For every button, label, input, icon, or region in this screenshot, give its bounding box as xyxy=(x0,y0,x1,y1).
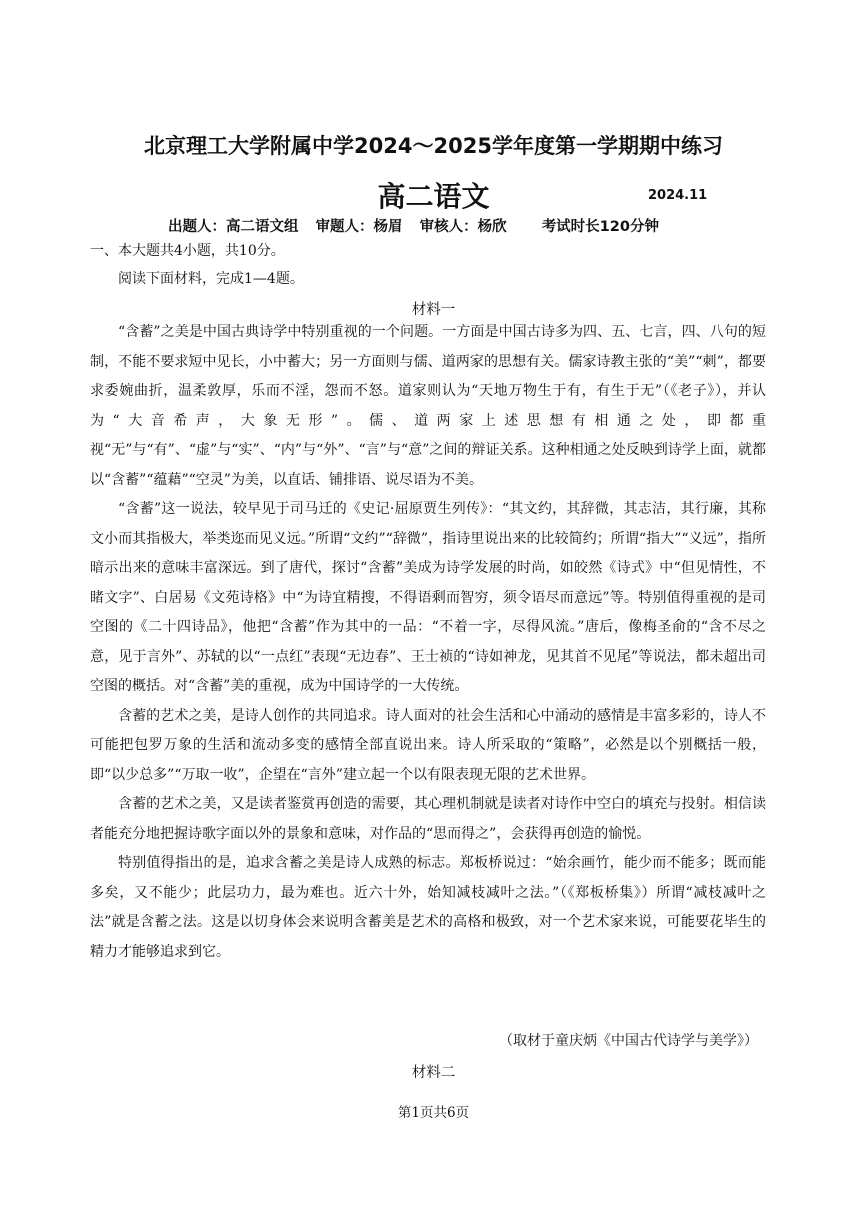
setter: 出题人：高二语文组 xyxy=(168,219,299,235)
exam-duration: 考试时长120分钟 xyxy=(541,219,659,235)
material-one-body xyxy=(90,318,766,967)
paragraph: “含蓄”这一说法，较早见于司马迁的《史记·屈原贾生列传》：“其文约，其辞微，其志洁，其行廉，其称文小而其指极大，举类迩而见义远。”所谓“文约”“辞微”，指诗里说出来的比较简约；所谓“指大”“义远”，指所暗示出来的意味丰富深远。到了唐代，探讨“含蓄”美成为诗学发展的时尚，如皎然《诗式》中“但见情性，不睹文字”、白居易《文苑诗格》中“为诗宜精搜，不得语剩而智穷，须令语尽而意远”等。特别值得重视的是司空图的《二十四诗品》，他把“含蓄”作为其中的一品：“不着一字，尽得风流。”唐后，像梅圣俞的“含不尽之意，见于言外”、苏轼的以“一点红”表现“无边春”、王士祯的“诗如神龙，见其首不见尾”等说法，都未超出司空图的概括。对“含蓄”美的重视，成为中国诗学的一大传统。 xyxy=(90,501,766,694)
material-one-heading: 材料一 xyxy=(411,302,456,318)
exam-title: 北京理工大学附属中学2024～2025学年度第一学期期中练习 xyxy=(144,134,723,158)
reviewer: 审题人：杨眉 xyxy=(315,219,403,235)
staff-line xyxy=(168,215,659,236)
paragraph: 含蓄的艺术之美，是诗人创作的共同追求。诗人面对的社会生活和心中涌动的感情是丰富多彩的，诗人不可能把包罗万象的生活和流动多变的感情全部直说出来。诗人所采取的“策略”，必然是以个别概括一般，即“以少总多”“万取一收”，企望在“言外”建立起一个以有限表现无限的艺术世界。 xyxy=(90,707,766,783)
paragraph: 含蓄的艺术之美，又是读者鉴赏再创造的需要，其心理机制就是读者对诗作中空白的填充与投射。相信读者能充分地把握诗歌字面以外的景象和意味，对作品的“思而得之”，会获得再创造的愉悦。 xyxy=(90,796,766,842)
subject-title: 高二语文 xyxy=(377,180,490,213)
paragraph: 特别值得指出的是，追求含蓄之美是诗人成熟的标志。郑板桥说过：“始余画竹，能少而不能多；既而能多矣，又不能少；此层功力，最为难也。近六十外，始知减枝减叶之法。”（《郑板桥集》）所谓“减枝减叶之法”就是含蓄之法。这是以切身体会来说明含蓄美是艺术的高格和极致，对一个艺术家来说，可能要花毕生的精力才能够追求到它。 xyxy=(90,855,766,960)
section-one-heading: 一、本大题共4小题，共10分。 xyxy=(90,243,285,259)
exam-date: 2024.11 xyxy=(648,188,708,203)
reading-instruction: 阅读下面材料，完成1—4题。 xyxy=(118,271,304,287)
page-indicator: 第1页共6页 xyxy=(397,1105,470,1121)
paragraph: “含蓄”之美是中国古典诗学中特别重视的一个问题。一方面是中国古诗多为四、五、七言，四、八句的短制，不能不要求短中见长，小中蓄大；另一方面则与儒、道两家的思想有关。儒家诗教主张的“美”“刺”，都要求委婉曲折，温柔敦厚，乐而不淫，怨而不怒。道家则认为“天地万物生于有，有生于无”（《老子》），并认为“大音希声，大象无形”。儒、道两家上述思想有相通之处，即都重视“无”与“有”、“虚”与“实”、“内”与“外”、“言”与“意”之间的辩证关系。这种相通之处反映到诗学上面，就都以“含蓄”“蕴藉”“空灵”为美，以直话、铺排语、说尽语为不美。 xyxy=(90,324,766,488)
material-two-heading: 材料二 xyxy=(411,1065,456,1081)
checker: 审核人：杨欣 xyxy=(419,219,507,235)
material-one-source: （取材于童庆炳《中国古代诗学与美学》） xyxy=(499,1033,758,1049)
